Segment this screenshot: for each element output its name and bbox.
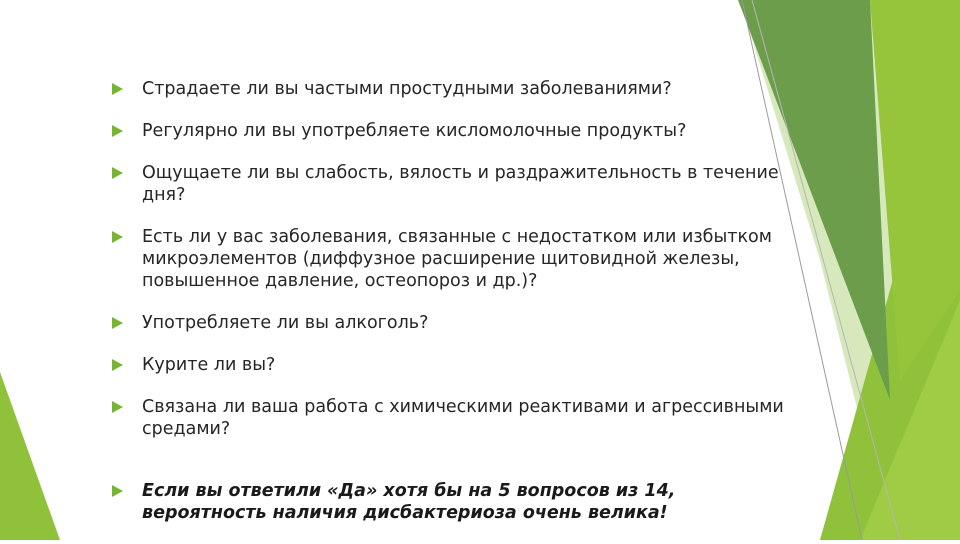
- question-text: Страдаете ли вы частыми простудными заболеваниями?: [142, 79, 672, 99]
- question-text: Связана ли ваша работа с химическими реактивами и агрессивными средами?: [142, 397, 784, 439]
- list-item: [112, 162, 784, 206]
- question-text: Ощущаете ли вы слабость, вялость и раздражительность в течение дня?: [142, 163, 779, 205]
- triangle-bullet-icon: [112, 167, 123, 179]
- triangle-bullet-icon: [112, 231, 123, 243]
- triangle-bullet-icon: [112, 359, 123, 371]
- triangle-bullet-icon: [112, 83, 123, 95]
- triangle-bullet-icon: [112, 125, 123, 137]
- list-item: [112, 312, 784, 334]
- conclusion-item: [112, 480, 784, 524]
- question-text: Курите ли вы?: [142, 355, 276, 375]
- left-accent-shape: [0, 372, 60, 540]
- question-text: Регулярно ли вы употребляете кисломолочные продукты?: [142, 121, 687, 141]
- list-item: [112, 78, 784, 100]
- question-text: Употребляете ли вы алкоголь?: [142, 313, 429, 333]
- triangle-bullet-icon: [112, 485, 123, 497]
- conclusion-text: Если вы ответили «Да» хотя бы на 5 вопросов из 14, вероятность наличия дисбактериоза очень велика!: [142, 481, 676, 523]
- list-item: [112, 354, 784, 376]
- list-item: [112, 226, 784, 292]
- question-text: Есть ли у вас заболевания, связанные с недостатком или избытком микроэлементов (диффузное расширение щитовидной железы, повышенное давление, остеопороз и др.)?: [142, 227, 772, 291]
- triangle-bullet-icon: [112, 401, 123, 413]
- triangle-bullet-icon: [112, 317, 123, 329]
- list-item: [112, 120, 784, 142]
- question-list: [112, 78, 784, 544]
- list-item: [112, 396, 784, 440]
